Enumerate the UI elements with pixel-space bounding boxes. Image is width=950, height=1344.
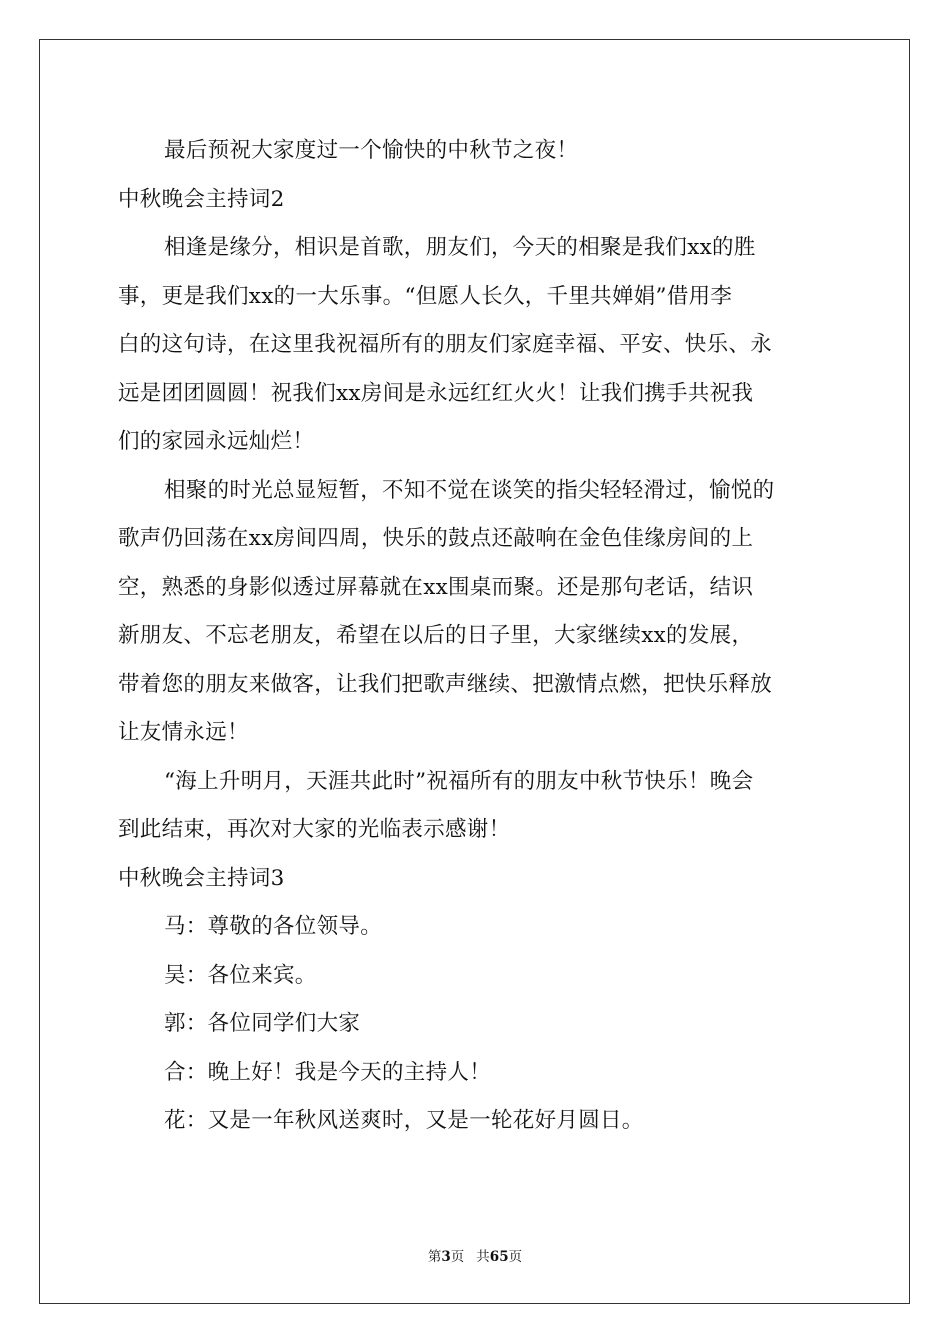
dialogue-line: 马：尊敬的各位领导。 — [164, 914, 383, 939]
text-line: 带着您的朋友来做客，让我们把歌声继续、把激情点燃，把快乐释放 — [118, 671, 773, 697]
text-line: “海上升明月，天涯共此时”祝福所有的朋友中秋节快乐！晚会 — [164, 768, 754, 794]
text-line: 白的这句诗，在这里我祝福所有的朋友们家庭幸福、平安、快乐、永 — [118, 332, 773, 357]
text-line: 相逢是缘分，相识是首歌，朋友们，今天的相聚是我们xx的胜 — [164, 235, 756, 260]
section-heading: 中秋晚会主持词2 — [118, 186, 285, 212]
document-body — [118, 127, 834, 1146]
dialogue-line: 吴：各位来宾。 — [164, 962, 317, 988]
text-line: 到此结束，再次对大家的光临表示感谢！ — [118, 817, 511, 842]
footer-prefix: 第 — [427, 1249, 442, 1265]
section-heading: 中秋晚会主持词3 — [118, 865, 285, 891]
total-pages-number: 65 — [489, 1249, 509, 1265]
dialogue-line: 郭：各位同学们大家 — [164, 1011, 361, 1036]
text-line: 让友情永远！ — [118, 720, 249, 745]
current-page-number: 3 — [441, 1249, 451, 1265]
text-line: 空，熟悉的身影似透过屏幕就在xx围桌而聚。还是那句老话，结识 — [118, 574, 754, 600]
text-line: 相聚的时光总显短暂，不知不觉在谈笑的指尖轻轻滑过，愉悦的 — [164, 477, 775, 503]
text-line: 新朋友、不忘老朋友，希望在以后的日子里，大家继续xx的发展， — [118, 623, 754, 648]
text-line: 们的家园永远灿烂！ — [118, 429, 315, 454]
dialogue-line: 合：晚上好！我是今天的主持人！ — [164, 1059, 492, 1085]
footer-total-unit: 页 — [508, 1249, 523, 1265]
text-line: 远是团团圆圆！祝我们xx房间是永远红红火火！让我们携手共祝我 — [118, 380, 754, 406]
text-line: 事，更是我们xx的一大乐事。“但愿人长久，千里共婵娟”借用李 — [118, 283, 733, 309]
page-footer — [0, 1248, 950, 1266]
text-line: 歌声仍回荡在xx房间四周，快乐的鼓点还敲响在金色佳缘房间的上 — [118, 526, 754, 551]
dialogue-line: 花：又是一年秋风送爽时，又是一轮花好月圆日。 — [164, 1108, 644, 1133]
footer-page-unit: 页 — [450, 1249, 465, 1265]
footer-total-prefix: 共 — [476, 1249, 490, 1265]
text-line: 最后预祝大家度过一个愉快的中秋节之夜！ — [164, 138, 579, 163]
